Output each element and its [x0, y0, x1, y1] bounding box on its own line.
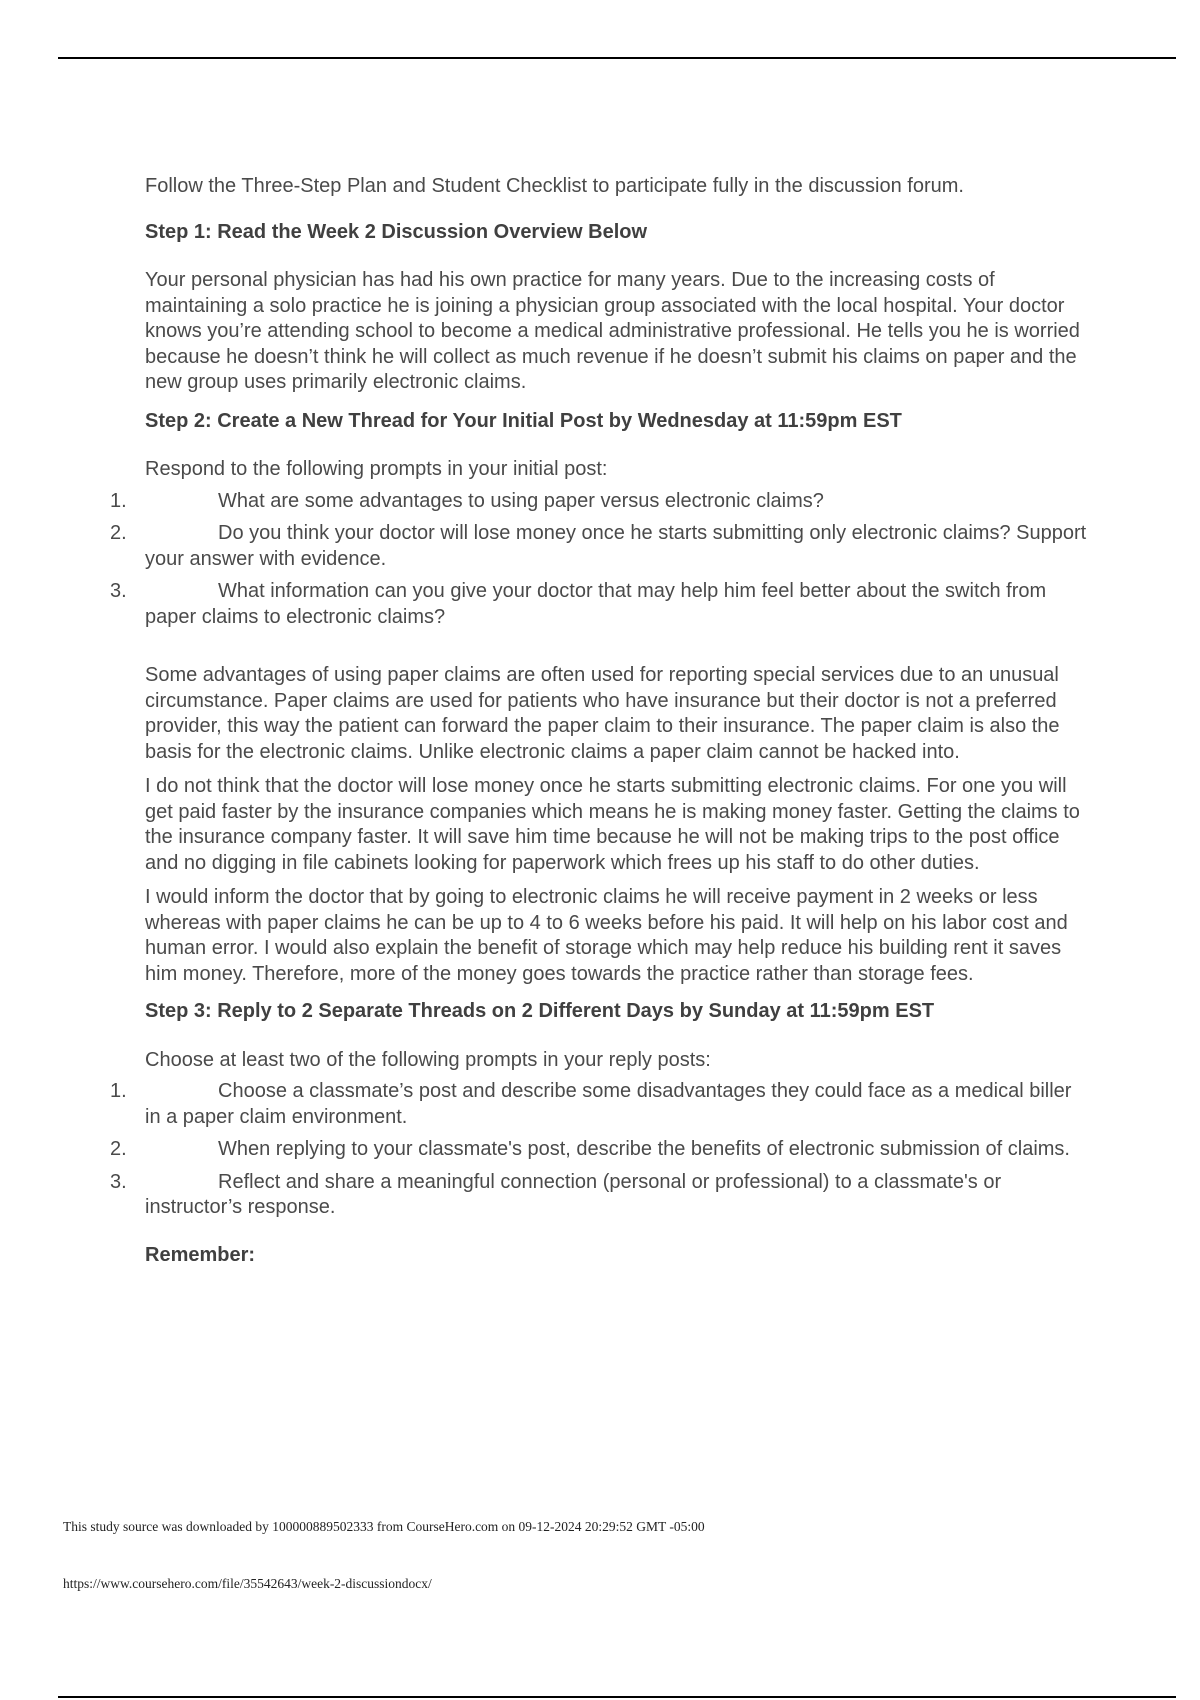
- bottom-rule: [58, 1696, 1176, 1698]
- answers-section: [145, 663, 1090, 987]
- list-item-text: What are some advantages to using paper versus electronic claims?: [218, 489, 824, 512]
- step1-heading: Step 1: Read the Week 2 Discussion Overview Below: [145, 220, 648, 243]
- list-number: 3.: [110, 580, 127, 602]
- list-item: [110, 489, 1090, 515]
- answer-paragraph: Some advantages of using paper claims are often used for reporting special services due to an unusual circumstance. Paper claims are used for patients who have insurance but their doctor is not a preferred provider, this way the patient can forward the paper claim to their insurance. The paper claim is also the basis for the electronic claims. Unlike electronic claims a paper claim cannot be hacked into.: [145, 664, 1060, 763]
- intro-text: Follow the Three-Step Plan and Student Checklist to participate fully in the discussion forum.: [145, 175, 964, 197]
- remember-heading: Remember:: [145, 1243, 256, 1266]
- step2-lead: Respond to the following prompts in your initial post:: [145, 458, 608, 480]
- list-number: 1.: [110, 1080, 127, 1102]
- document-body: [110, 174, 1090, 1288]
- overview-text: Your personal physician has had his own practice for many years. Due to the increasing costs of maintaining a solo practice he is joining a physician group associated with the local hospital. Your doctor knows you’re attending school to become a medical administrative professional. He tells you he is worried because he doesn’t think he will collect as much revenue if he doesn’t submit his claims on paper and the new group uses primarily electronic claims.: [145, 269, 1080, 393]
- list-number: 2.: [110, 522, 127, 544]
- list-item: [110, 1137, 1090, 1163]
- list-number: 2.: [110, 1138, 127, 1160]
- list-item: [110, 579, 1090, 630]
- download-note: This study source was downloaded by 100000889502333 from CourseHero.com on 09-12-2024 20:29:52 GMT -05:00: [63, 1519, 705, 1534]
- list-item: [110, 1170, 1090, 1221]
- top-rule: [58, 57, 1176, 59]
- answer-paragraph: I do not think that the doctor will lose money once he starts submitting electronic claims. For one you will get paid faster by the insurance companies which means he is making money faster. Getting the claims to the insurance company faster. It will save him time because he will not be making trips to the post office and no digging in file cabinets looking for paperwork which frees up his staff to do other duties.: [145, 775, 1080, 874]
- step3-heading: Step 3: Reply to 2 Separate Threads on 2 Different Days by Sunday at 11:59pm EST: [145, 1000, 935, 1022]
- source-url[interactable]: https://www.coursehero.com/file/35542643/week-2-discussiondocx/: [63, 1576, 432, 1591]
- list-number: 1.: [110, 489, 127, 512]
- step2-prompt-list: [110, 489, 1090, 631]
- list-item: [110, 1079, 1090, 1130]
- list-item-text: Do you think your doctor will lose money once he starts submitting only electronic claims? Support your answer with evidence.: [145, 522, 1087, 570]
- step3-lead: Choose at least two of the following prompts in your reply posts:: [145, 1048, 711, 1071]
- list-item-text: Choose a classmate’s post and describe some disadvantages they could face as a medical biller in a paper claim environment.: [145, 1080, 1072, 1128]
- list-item-text: Reflect and share a meaningful connection (personal or professional) to a classmate's or instructor’s response.: [145, 1170, 1002, 1218]
- list-item-text: What information can you give your doctor that may help him feel better about the switch from paper claims to electronic claims?: [145, 580, 1047, 628]
- answer-paragraph: I would inform the doctor that by going to electronic claims he will receive payment in 2 weeks or less whereas with paper claims he can be up to 4 to 6 weeks before his paid. It will help on his labor cost and human error. I would also explain the benefit of storage which may help reduce his building rent it saves him money. Therefore, more of the money goes towards the practice rather than storage fees.: [145, 886, 1068, 985]
- step2-heading: Step 2: Create a New Thread for Your Initial Post by Wednesday at 11:59pm EST: [145, 409, 902, 432]
- list-number: 3.: [110, 1170, 127, 1193]
- list-item-text: When replying to your classmate's post, describe the benefits of electronic submission of claims.: [218, 1138, 1070, 1160]
- step3-prompt-list: [110, 1079, 1090, 1221]
- list-item: [110, 521, 1090, 572]
